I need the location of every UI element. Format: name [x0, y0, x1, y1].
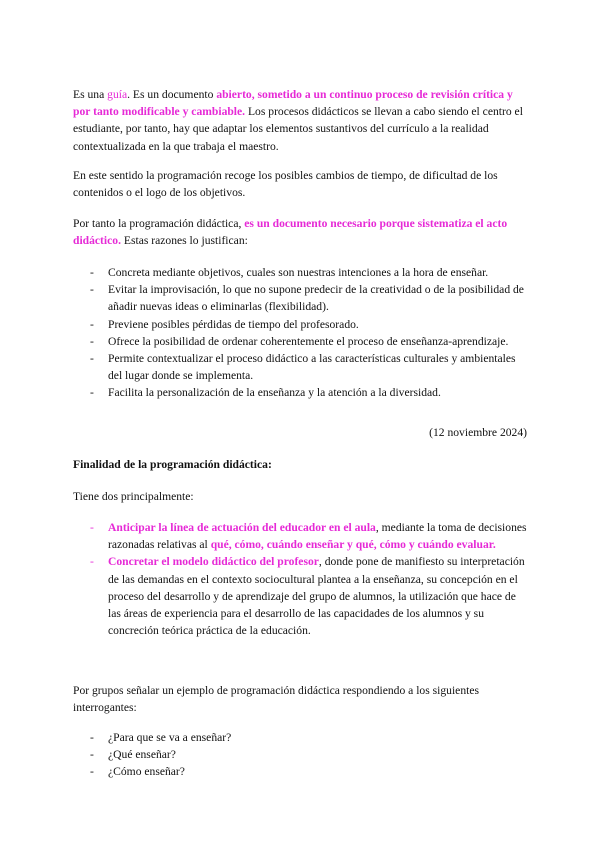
guide-text-e: Los procesos didácticos se llevan a cabo siendo el centro el estudiante, por tanto, hay que adaptar los elementos sustantivos del currículo a la realidad contextualizada en la que trabaja el maestro.: [73, 105, 523, 153]
purpose-1-text: , mediante la toma de decisiones razonadas relativas al: [108, 521, 527, 552]
list-item: - ¿Para que se va a enseñar?: [90, 729, 527, 746]
section-heading: Finalidad de la programación didáctica:: [73, 458, 272, 471]
necessary-text-c: Estas razones lo justifican:: [120, 234, 248, 248]
purpose-2-title: Concretar el modelo didáctico del profesor: [108, 555, 319, 569]
list-item: - Permite contextualizar el proceso didáctico a las características culturales y ambientales del lugar donde se implementa.: [90, 350, 527, 384]
paragraph-two-purposes: Tiene dos principalmente:: [73, 490, 194, 503]
necessary-text-a: Por tanto la programación didáctica,: [73, 217, 245, 230]
list-item: - Previene posibles pérdidas de tiempo del profesorado.: [90, 316, 527, 333]
guide-text-c: . Es un documento: [127, 88, 217, 101]
list-item: - Ofrece la posibilidad de ordenar coherentemente el proceso de enseñanza-aprendizaje.: [90, 333, 527, 350]
list-item: [90, 553, 527, 639]
questions-list: [90, 729, 527, 781]
guide-highlight-word: guía: [107, 88, 128, 101]
paragraph-guide: [73, 86, 527, 155]
list-item: - Concreta mediante objetivos, cuales son nuestras intenciones a la hora de enseñar.: [90, 264, 527, 281]
purposes-list: [90, 519, 527, 639]
guide-highlight-phrase: abierto, sometido a un continuo proceso de revisión crítica y por tanto modificable y cambiable.: [73, 88, 513, 119]
list-item: - Facilita la personalización de la enseñanza y la atención a la diversidad.: [90, 384, 527, 401]
list-item: - ¿Cómo enseñar?: [90, 763, 527, 780]
purpose-1-highlight: qué, cómo, cuándo enseñar y qué, cómo y cuándo evaluar.: [210, 538, 496, 552]
reasons-list: [90, 264, 527, 402]
purpose-2-text: , donde pone de manifiesto su interpretación de las demandas en el contexto sociocultural plantea a la enseñanza, su concepción en el proceso del desarrollo y de aprendizaje del grupo de alumnos, la utilización que hace de las áreas de experiencia para el desarrollo de las capacidades de los alumnos y su concreción teórica práctica de la educación.: [108, 555, 525, 638]
purpose-1-title: Anticipar la línea de actuación del educador en el aula: [108, 521, 376, 534]
paragraph-groups: Por grupos señalar un ejemplo de programación didáctica respondiendo a los siguientes interrogantes:: [73, 684, 479, 715]
paragraph-changes: En este sentido la programación recoge los posibles cambios de tiempo, de dificultad de los contenidos o el logo de los objetivos.: [73, 169, 498, 200]
paragraph-necessary: [73, 215, 527, 249]
list-item: [90, 519, 527, 553]
date-note: (12 noviembre 2024): [429, 426, 527, 439]
necessary-highlight: es un documento necesario porque sistematiza el acto didáctico.: [73, 217, 508, 248]
list-item: - Evitar la improvisación, lo que no supone predecir de la creatividad o de la posibilidad de añadir nuevas ideas o eliminarlas (flexibilidad).: [90, 281, 527, 315]
list-item: - ¿Qué enseñar?: [90, 746, 527, 763]
guide-text-a: Es una: [73, 88, 108, 101]
